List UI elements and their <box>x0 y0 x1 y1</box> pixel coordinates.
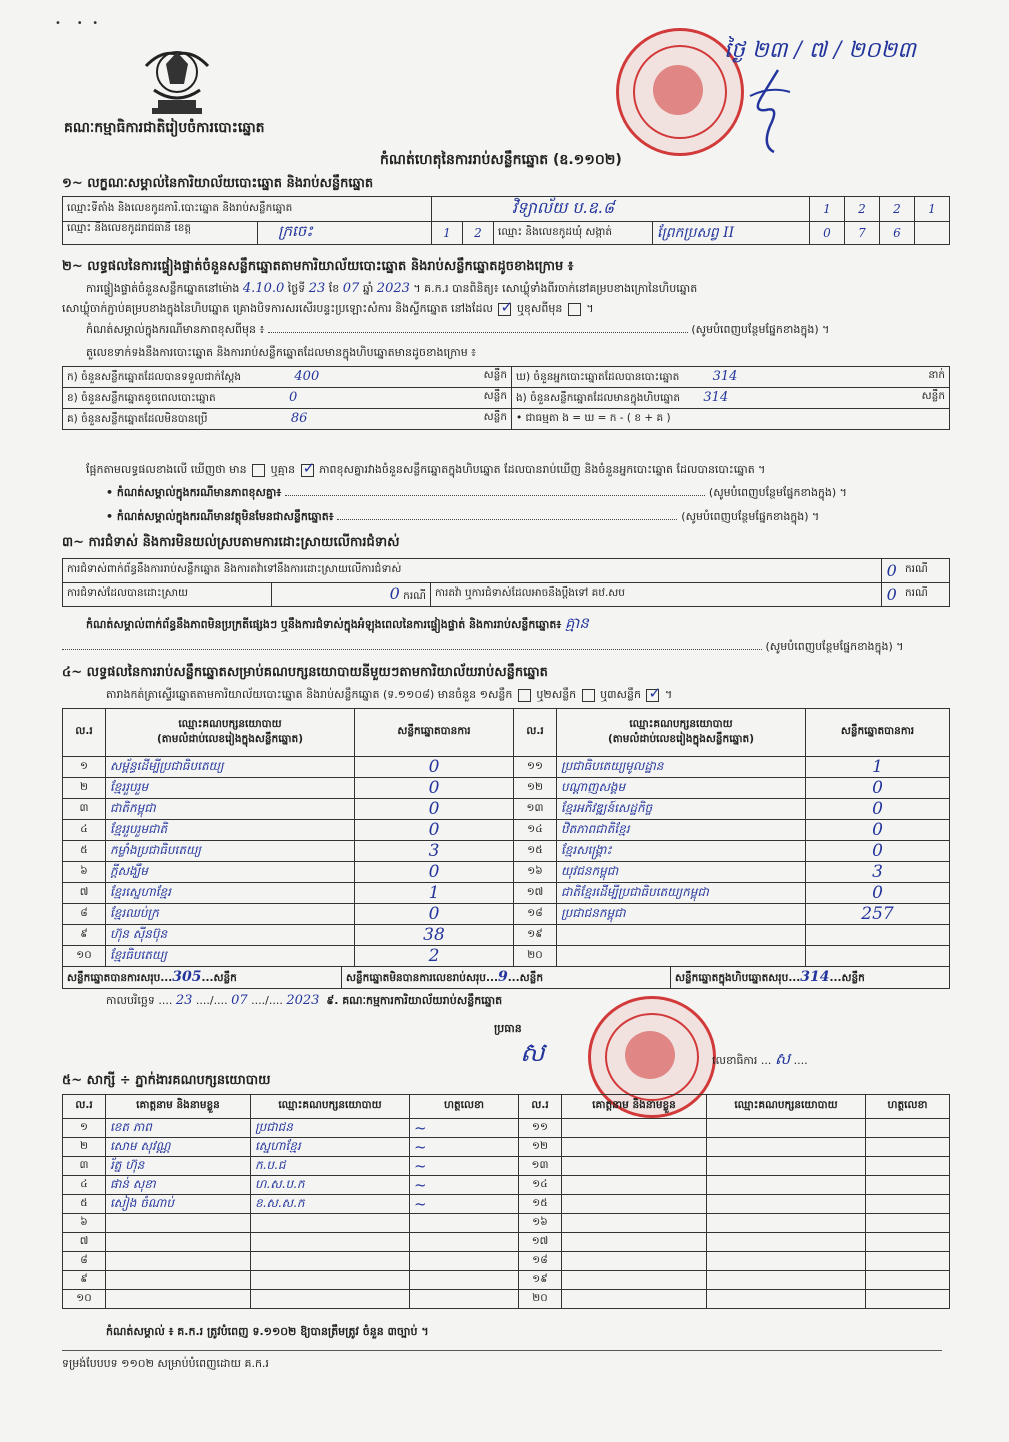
difference-note-line <box>86 323 950 339</box>
party-name: ខ្មែររួបរួមជាតិ <box>106 820 355 841</box>
witness-party <box>251 1290 410 1309</box>
objection-table <box>62 558 950 607</box>
witness-name <box>106 1233 251 1252</box>
witness-signature <box>410 1119 519 1138</box>
witness-no: ១០ <box>63 1290 106 1309</box>
province-code-digit: 1 <box>432 222 463 245</box>
party-name: ខ្មែរឈប់ក្រ <box>106 904 355 925</box>
objection-label: ការជំទាស់ពាក់ព័ន្ធនឹងការរាប់សន្លឹកឆ្នោត និងការតវ៉ាទៅនឹងការដោះស្រាយលើការជំទាស់ <box>63 559 882 583</box>
witness-signature <box>410 1138 519 1157</box>
witness-no: ១១ <box>519 1119 562 1138</box>
section1-heading: ១~ លក្ខណៈសម្គាល់នៃការិយាល័យបោះឆ្នោត និងរាប់សន្លឹកឆ្នោត <box>62 176 374 191</box>
resolved-count: 0 ករណី <box>272 583 431 607</box>
witness-party: ប្រជាជន <box>251 1119 410 1138</box>
footnote: កំណត់សម្គាល់ ៖ គ.ក.រ ត្រូវបំពេញ ទ.១១០២ ឱ្យបានត្រឹមត្រូវ ចំនួន ៣ច្បាប់ ។ <box>106 1325 429 1338</box>
witness-no: ១៥ <box>519 1195 562 1214</box>
dotted-fill <box>268 332 688 333</box>
party-votes: 38 <box>355 925 514 946</box>
figures-row <box>63 409 950 430</box>
date-year: 2023 <box>286 993 320 1008</box>
witness-party <box>251 1271 410 1290</box>
witness-name <box>106 1252 251 1271</box>
table-row <box>63 1138 950 1157</box>
party-votes: 0 <box>355 799 514 820</box>
col-sign: ហត្ថលេខា <box>866 1095 950 1119</box>
date-month: 07 <box>231 993 248 1008</box>
bullet-foreign-object: • កំណត់សម្គាល់ក្នុងករណីមានវត្ថុមិនមែនជាសន្លឹកឆ្នោត៖ (សូមបំពេញបន្ថែមផ្នែកខាងក្នុង) ។ <box>106 510 820 523</box>
witness-party: ក.ប.ជ <box>251 1157 410 1176</box>
witness-party <box>251 1214 410 1233</box>
col-party: ឈ្មោះគណបក្សនយោបាយ (តាមលំដាប់លេខរៀងក្នុងសន្លឹកឆ្នោត) <box>106 709 355 757</box>
commune-code-digit: 6 <box>880 222 915 245</box>
col-party: ឈ្មោះគណបក្សនយោបាយ <box>251 1095 410 1119</box>
party-votes: 257 <box>806 904 950 925</box>
party-no: ២០ <box>514 946 557 967</box>
table-row <box>63 946 950 967</box>
verification-time: 4.10.0 <box>242 281 285 296</box>
verification-day: 23 <box>308 281 326 296</box>
party-name <box>557 925 806 946</box>
witness-no: ៧ <box>63 1233 106 1252</box>
tally-sheet-line: តារាងកត់ត្រាស្ទើរឆ្នោតតាមការិយាល័យបោះឆ្នោត និងរាប់សន្លឹកឆ្នោត (ទ.១១០៨) មានចំនួន ១សន្លឹក ឬ២សន្លឹក ឬ៣សន្លឹក ✓ ។ <box>106 688 672 704</box>
witness-signature <box>410 1214 519 1233</box>
figure-label: ខ) ចំនួនសន្លឹកឆ្នោតខូចពេលបោះឆ្នោត 0 សន្លឹក <box>63 388 512 409</box>
witness-name <box>562 1252 707 1271</box>
witness-no: ១៨ <box>519 1252 562 1271</box>
table-row <box>63 1119 950 1138</box>
party-no: ១៩ <box>514 925 557 946</box>
witness-no: ២ <box>63 1138 106 1157</box>
party-name: ហ៊ុន សុីនប៊ុន <box>106 925 355 946</box>
table-row <box>63 841 950 862</box>
party-name: កម្លាំងប្រជាធិបតេយ្យ <box>106 841 355 862</box>
station-code-digit: 2 <box>880 197 915 222</box>
witness-no: ៥ <box>63 1195 106 1214</box>
witness-name <box>106 1214 251 1233</box>
difference-check-text: ផ្អែកតាមលទ្ធផលខាងលើ ឃើញថា មាន <box>86 463 247 476</box>
witness-signature <box>866 1252 950 1271</box>
org-name: គណៈកម្មាធិការជាតិរៀបចំការបោះឆ្នោត <box>64 120 265 136</box>
witness-name <box>562 1290 707 1309</box>
witness-signature <box>866 1233 950 1252</box>
invalid-total: សន្លឹកឆ្នោតមិនបានការលេខរាប់សរុប...9...សន្លឹក <box>342 967 671 989</box>
witness-no: ១៧ <box>519 1233 562 1252</box>
fill-note: (សូមបំពេញបន្ថែមផ្នែកខាងក្នុង) ។ <box>691 323 830 336</box>
handwritten-signature-mark: ~ <box>414 1176 427 1194</box>
party-no: ១៣ <box>514 799 557 820</box>
province-label <box>63 222 432 245</box>
table-row <box>63 904 950 925</box>
witness-no: ១៦ <box>519 1214 562 1233</box>
province-code-digit: 2 <box>463 222 494 245</box>
witness-name: ខេត ភាព <box>106 1119 251 1138</box>
station-code-digit: 2 <box>845 197 880 222</box>
form-title: កំណត់ហេតុនៃការរាប់សន្លឹកឆ្នោត (ឧ.១១០២) <box>380 152 622 168</box>
secretary-line: លេខាធិការ ... ស .... <box>712 1049 808 1068</box>
col-name: គោត្តនាម និងនាមខ្លួន <box>106 1095 251 1119</box>
ballot-figures-table <box>62 366 950 430</box>
witness-signature <box>866 1195 950 1214</box>
table-row <box>63 1195 950 1214</box>
station-code-digit: 1 <box>915 197 950 222</box>
col-party: ឈ្មោះគណបក្សនយោបាយ <box>707 1095 866 1119</box>
witness-signature <box>410 1252 519 1271</box>
witness-signature <box>410 1176 519 1195</box>
witness-name <box>562 1119 707 1138</box>
table-row <box>63 1157 950 1176</box>
party-votes <box>806 946 950 967</box>
party-name: ជាតិកម្ពុជា <box>106 799 355 820</box>
witness-name: ផាន់ សុខា <box>106 1176 251 1195</box>
party-votes: 0 <box>806 841 950 862</box>
figure-label: ង) ចំនួនសន្លឹកឆ្នោតដែលមានក្នុងហិបឆ្នោត 314 សន្លឹក <box>512 388 950 409</box>
table-row <box>63 1290 950 1309</box>
verification-month: 07 <box>342 281 360 296</box>
col-no: ល.រ <box>519 1095 562 1119</box>
formula-note: • ជាធម្មតា ង = ឃ = ក - ( ខ + គ ) <box>512 409 950 430</box>
chair-signature: ស <box>520 1038 545 1068</box>
witness-party <box>707 1271 866 1290</box>
party-name: យុវជនកម្ពុជា <box>557 862 806 883</box>
party-no: ១១ <box>514 757 557 778</box>
table-row <box>63 799 950 820</box>
seal-check-line: សោឃ្លុំចាក់ភ្ជាប់គម្របខាងក្នុងនៃហិបឆ្នោត គ្រោងបិទការសរសើរបន្ទះប្រឡោះសំការ និងស្ទីកឆ្នោត នៅងដែល ✓ ឬខុសពីមុន ។ <box>62 302 594 318</box>
party-votes: 3 <box>355 841 514 862</box>
table-row <box>63 862 950 883</box>
dotted-fill <box>337 519 677 520</box>
polling-station-label: ឈ្មោះទីតាំង និងលេខកូដការិ.បោះឆ្នោត និងរាប់សន្លឹកឆ្នោត <box>63 197 432 222</box>
witness-party <box>707 1233 866 1252</box>
party-no: ១៨ <box>514 904 557 925</box>
witness-name <box>562 1157 707 1176</box>
table-row <box>63 757 950 778</box>
one-sheet-checkbox[interactable] <box>518 689 531 702</box>
witness-party <box>707 1252 866 1271</box>
signature-icon <box>740 66 810 156</box>
table-row <box>63 1176 950 1195</box>
section2-heading: ២~ លទ្ធផលនៃការផ្ទៀងផ្ទាត់ចំនួនសន្លឹកឆ្នោតតាមការិយាល័យបោះឆ្នោត និងរាប់សន្លឹកឆ្នោតដូចខាងក្រោម ៖ <box>62 259 574 274</box>
party-no: ១៤ <box>514 820 557 841</box>
witness-party <box>707 1290 866 1309</box>
witness-name: សៀង ចំណាប់ <box>106 1195 251 1214</box>
section5-heading: ៥~ សាក្សី ÷ ភ្នាក់ងារគណបក្សនយោបាយ <box>62 1073 271 1088</box>
party-no: ១៧ <box>514 883 557 904</box>
party-name: ប្រជាជនកម្ពុជា <box>557 904 806 925</box>
table-row <box>63 1233 950 1252</box>
witness-party: ហ.ស.ប.ក <box>251 1176 410 1195</box>
witness-name: សោម សុវណ្ណ <box>106 1138 251 1157</box>
party-votes: 0 <box>355 820 514 841</box>
witness-no: ៦ <box>63 1214 106 1233</box>
party-name: បណ្តាញសង្គម <box>557 778 806 799</box>
col-no: ល.រ <box>63 1095 106 1119</box>
witness-party <box>251 1233 410 1252</box>
table-row <box>63 820 950 841</box>
party-votes <box>806 925 950 946</box>
witness-name <box>562 1233 707 1252</box>
witness-name <box>106 1290 251 1309</box>
corner-mark: • • • <box>55 18 99 29</box>
witness-signature <box>410 1271 519 1290</box>
witness-name <box>562 1271 707 1290</box>
party-name <box>557 946 806 967</box>
handwritten-signature-mark: ~ <box>414 1195 427 1213</box>
witness-signature <box>410 1233 519 1252</box>
witness-no: ៩ <box>63 1271 106 1290</box>
col-votes: សន្លឹកឆ្នោតបានការ <box>355 709 514 757</box>
footer-divider <box>62 1350 942 1351</box>
party-votes: 1 <box>806 757 950 778</box>
handwritten-signature-mark: ~ <box>414 1119 427 1137</box>
witness-signature <box>866 1271 950 1290</box>
appeal-count: 0 <box>882 583 901 607</box>
commune-code-digit: 7 <box>845 222 880 245</box>
party-votes: 0 <box>806 778 950 799</box>
party-votes: 2 <box>355 946 514 967</box>
party-votes: 0 <box>355 904 514 925</box>
witness-no: ១៤ <box>519 1176 562 1195</box>
box-total: សន្លឹកឆ្នោតក្នុងហិបឆ្នោតសរុប...314...សន្លឹក <box>671 967 950 989</box>
year-label: ឆ្នាំ <box>362 282 374 295</box>
province-name: ក្រចេះ <box>278 222 313 240</box>
province-label-text: ឈ្មោះ និងលេខកូដរាជធានី ខេត្ត <box>63 222 258 244</box>
party-name: ឋិតភាពជាតិខ្មែរ <box>557 820 806 841</box>
witness-name <box>106 1271 251 1290</box>
section4-heading: ៤~ លទ្ធផលនៃការរាប់សន្លឹកឆ្នោតសម្រាប់គណបក្សនយោបាយនីមួយៗតាមការិយាល័យរាប់សន្លឹកឆ្នោត <box>62 665 548 680</box>
witness-signature <box>866 1138 950 1157</box>
party-name: សម្ព័ន្ធដើម្បីប្រជាធិបតេយ្យ <box>106 757 355 778</box>
party-no: ២ <box>63 778 106 799</box>
party-name: ខ្មែរអភិវឌ្ឍន៍សេដ្ឋកិច្ច <box>557 799 806 820</box>
commune-label: ឈ្មោះ និងលេខកូដឃុំ សង្កាត់ <box>494 222 653 245</box>
date-day: 23 <box>175 993 193 1008</box>
witness-party <box>707 1157 866 1176</box>
witness-signature <box>410 1195 519 1214</box>
witness-no: ១៣ <box>519 1157 562 1176</box>
difference-check-end: ភាពខុសគ្នារវាងចំនួនសន្លឹកឆ្នោតក្នុងហិបឆ្នោត ដែលបានរាប់ឃើញ និងចំនួនអ្នកបោះឆ្នោត ដែលបានបោះឆ្នោត ។ <box>319 463 766 476</box>
witness-party <box>707 1214 866 1233</box>
table-row <box>63 925 950 946</box>
party-name: ប្រជាធិបតេយ្យមូលដ្ឋាន <box>557 757 806 778</box>
objection-unit: ករណី <box>901 559 950 583</box>
handwritten-signature-mark: ~ <box>414 1157 427 1175</box>
figure-label: ឃ) ចំនួនអ្នកបោះឆ្នោតដែលបានបោះឆ្នោត 314 នាក់ <box>512 367 950 388</box>
witness-no: ២០ <box>519 1290 562 1309</box>
secretary-signature: ស <box>774 1049 791 1068</box>
party-no: ៨ <box>63 904 106 925</box>
witness-name <box>562 1214 707 1233</box>
commune-name: ព្រែកប្រសព្វ II <box>653 222 810 245</box>
dotted-fill <box>62 649 762 650</box>
verification-line <box>86 281 697 298</box>
same-checkbox[interactable] <box>498 303 511 316</box>
party-no: ៧ <box>63 883 106 904</box>
party-votes: 0 <box>806 799 950 820</box>
irregularity-value: គ្មាន <box>565 614 589 632</box>
table-row <box>63 1214 950 1233</box>
difference-note-label: កំណត់សម្គាល់ក្នុងករណីមានភាពខុសពីមុន ៖ <box>86 323 265 336</box>
party-votes: 0 <box>355 757 514 778</box>
bullet-difference: • កំណត់សម្គាល់ក្នុងករណីមានភាពខុសគ្នា៖ (សូមបំពេញបន្ថែមផ្នែកខាងក្នុង) ។ <box>106 486 847 499</box>
three-sheet-checkbox[interactable] <box>646 689 659 702</box>
polling-station-name: វិទ្យាល័យ ប.ឧ.៨ <box>432 197 810 222</box>
results-table <box>62 708 950 967</box>
figures-intro: តួលេខទាក់ទងនឹងការបោះឆ្នោត និងការរាប់សន្លឹកឆ្នោតដែលមានក្នុងហិបឆ្នោតមានដូចខាងក្រោម ៖ <box>86 346 477 359</box>
table-row <box>63 1252 950 1271</box>
emblem-icon <box>136 44 218 118</box>
col-name: គោត្តនាម និងនាមខ្លួន <box>562 1095 707 1119</box>
witness-no: ៨ <box>63 1252 106 1271</box>
witness-signature <box>410 1157 519 1176</box>
results-totals <box>62 966 950 989</box>
col-no: ល.រ <box>514 709 557 757</box>
resolved-label: ការជំទាស់ដែលបានដោះស្រាយ <box>63 583 272 607</box>
appeal-label: ការតវ៉ា ឬការជំទាស់ដែលអាចនឹងប្តឹងទៅ គឋ.សប <box>431 583 882 607</box>
difference-check-line <box>86 463 765 479</box>
col-votes: សន្លឹកឆ្នោតបានការ <box>806 709 950 757</box>
party-no: ១ <box>63 757 106 778</box>
party-votes: 3 <box>806 862 950 883</box>
handwritten-signature-mark: ~ <box>414 1138 427 1156</box>
col-sign: ហត្ថលេខា <box>410 1095 519 1119</box>
witness-signature <box>866 1119 950 1138</box>
party-no: ១៥ <box>514 841 557 862</box>
witness-party <box>707 1176 866 1195</box>
month-label: ខែ <box>328 282 340 295</box>
party-name: ខ្មែរសង្គ្រោះ <box>557 841 806 862</box>
witness-party: ស្នេហាខ្មែរ <box>251 1138 410 1157</box>
corner-handwritten-note: ថ្ងៃ ២៣ / ៧ / ២០២៣ <box>724 38 916 63</box>
party-no: ១៦ <box>514 862 557 883</box>
committee-label: ៩. គណៈកម្មការការិយាល័យរាប់សន្លឹកឆ្នោត <box>326 994 503 1007</box>
party-name: ខ្មែរធិបតេយ្យ <box>106 946 355 967</box>
irregularity-note: កំណត់សម្គាល់ពាក់ព័ន្ធនឹងភាពមិនប្រក្រតីផ្សេងៗ ឬនឹងការជំទាស់ក្នុងអំឡុងពេលនៃការផ្ទៀងផ្ទាត់ និងការរាប់សន្លឹកឆ្នោត៖ គ្មាន <box>86 614 589 632</box>
figures-row <box>63 367 950 388</box>
witness-signature <box>866 1176 950 1195</box>
chair-label: ប្រធាន <box>494 1022 522 1035</box>
witness-party <box>251 1252 410 1271</box>
no-difference-label: ឬគ្មាន <box>270 463 296 476</box>
party-no: ៤ <box>63 820 106 841</box>
witness-no: ១៩ <box>519 1271 562 1290</box>
party-no: ៣ <box>63 799 106 820</box>
date-line: កាលបរិច្ឆេទ .... 23 ..../.... 07 ..../.... 2023 ៩. គណៈកម្មការការិយាល័យរាប់សន្លឹកឆ្នោត <box>106 993 503 1008</box>
has-difference-checkbox[interactable] <box>252 464 265 477</box>
witness-name <box>562 1176 707 1195</box>
footer-text: ទម្រង់បែបបទ ១១០២ សម្រាប់បំពេញដោយ គ.ក.រ <box>62 1357 269 1370</box>
section1-table <box>62 196 950 245</box>
party-no: ៥ <box>63 841 106 862</box>
witness-party <box>707 1119 866 1138</box>
party-name: ជាតិខ្មែរដើម្បីប្រជាធិបតេយ្យកម្ពុជា <box>557 883 806 904</box>
two-sheet-checkbox[interactable] <box>582 689 595 702</box>
witness-no: ១២ <box>519 1138 562 1157</box>
figures-row <box>63 388 950 409</box>
party-name: ខ្មែររួបរួម <box>106 778 355 799</box>
col-no: ល.រ <box>63 709 106 757</box>
witness-name <box>562 1195 707 1214</box>
verification-text-end: ។ គ.ក.រ បានពិនិត្យ៖ សោឃ្លុំទាំងពីរចាក់នៅគម្របខាងក្រោនៃហិបឆ្នោត <box>413 282 698 295</box>
witness-no: ៣ <box>63 1157 106 1176</box>
party-votes: 1 <box>355 883 514 904</box>
code-spacer <box>915 222 950 245</box>
col-party: ឈ្មោះគណបក្សនយោបាយ (តាមលំដាប់លេខរៀងក្នុងសន្លឹកឆ្នោត) <box>557 709 806 757</box>
party-name: ក្តីសង្ឃឹម <box>106 862 355 883</box>
verification-year: 2023 <box>376 281 410 296</box>
party-votes: 0 <box>806 883 950 904</box>
witness-no: ១ <box>63 1119 106 1138</box>
objection-count: 0 <box>882 559 901 583</box>
day-label: ថ្ងៃទី <box>287 282 306 295</box>
witness-signature <box>866 1214 950 1233</box>
witness-no: ៤ <box>63 1176 106 1195</box>
irregularity-fill: (សូមបំពេញបន្ថែមផ្នែកខាងក្នុង) ។ <box>62 640 950 656</box>
party-no: ១០ <box>63 946 106 967</box>
party-name: ខ្មែរស្នេហាខ្មែរ <box>106 883 355 904</box>
table-row <box>63 1271 950 1290</box>
different-label: ឬខុសពីមុន <box>516 302 563 315</box>
party-votes: 0 <box>806 820 950 841</box>
witness-name: រ័ត្ន ហ៊ុន <box>106 1157 251 1176</box>
witness-table <box>62 1094 950 1309</box>
party-no: ៩ <box>63 925 106 946</box>
dotted-fill <box>285 495 705 496</box>
commune-code-digit: 0 <box>810 222 845 245</box>
witness-party <box>707 1195 866 1214</box>
table-row <box>63 883 950 904</box>
party-no: ១២ <box>514 778 557 799</box>
party-votes: 0 <box>355 862 514 883</box>
different-checkbox[interactable] <box>568 303 581 316</box>
table-row <box>63 778 950 799</box>
witness-party <box>707 1138 866 1157</box>
figure-label: គ) ចំនួនសន្លឹកឆ្នោតដែលមិនបានប្រើ 86 សន្លឹក <box>63 409 512 430</box>
appeal-unit: ករណី <box>901 583 950 607</box>
valid-total: សន្លឹកឆ្នោតបានការសរុប...305...សន្លឹក <box>63 967 342 989</box>
witness-name <box>562 1138 707 1157</box>
station-code-digit: 1 <box>810 197 845 222</box>
witness-signature <box>866 1157 950 1176</box>
figure-label: ក) ចំនួនសន្លឹកឆ្នោតដែលបានទទួលជាក់ស្តែង 400 សន្លឹក <box>63 367 512 388</box>
no-difference-checkbox[interactable] <box>301 464 314 477</box>
party-no: ៦ <box>63 862 106 883</box>
witness-signature <box>410 1290 519 1309</box>
witness-party: ខ.ស.ស.ក <box>251 1195 410 1214</box>
verification-text: ការផ្ទៀងផ្ទាត់ចំនួនសន្លឹកឆ្នោតនៅម៉ោង <box>86 282 240 295</box>
witness-signature <box>866 1290 950 1309</box>
section3-heading: ៣~ ការជំទាស់ និងការមិនយល់ស្របតាមការដោះស្រាយលើការជំទាស់ <box>62 535 400 550</box>
seal-check-text: សោឃ្លុំចាក់ភ្ជាប់គម្របខាងក្នុងនៃហិបឆ្នោត គ្រោងបិទការសរសើរបន្ទះប្រឡោះសំការ និងស្ទីកឆ្នោត នៅងដែល <box>62 302 493 315</box>
party-votes: 0 <box>355 778 514 799</box>
